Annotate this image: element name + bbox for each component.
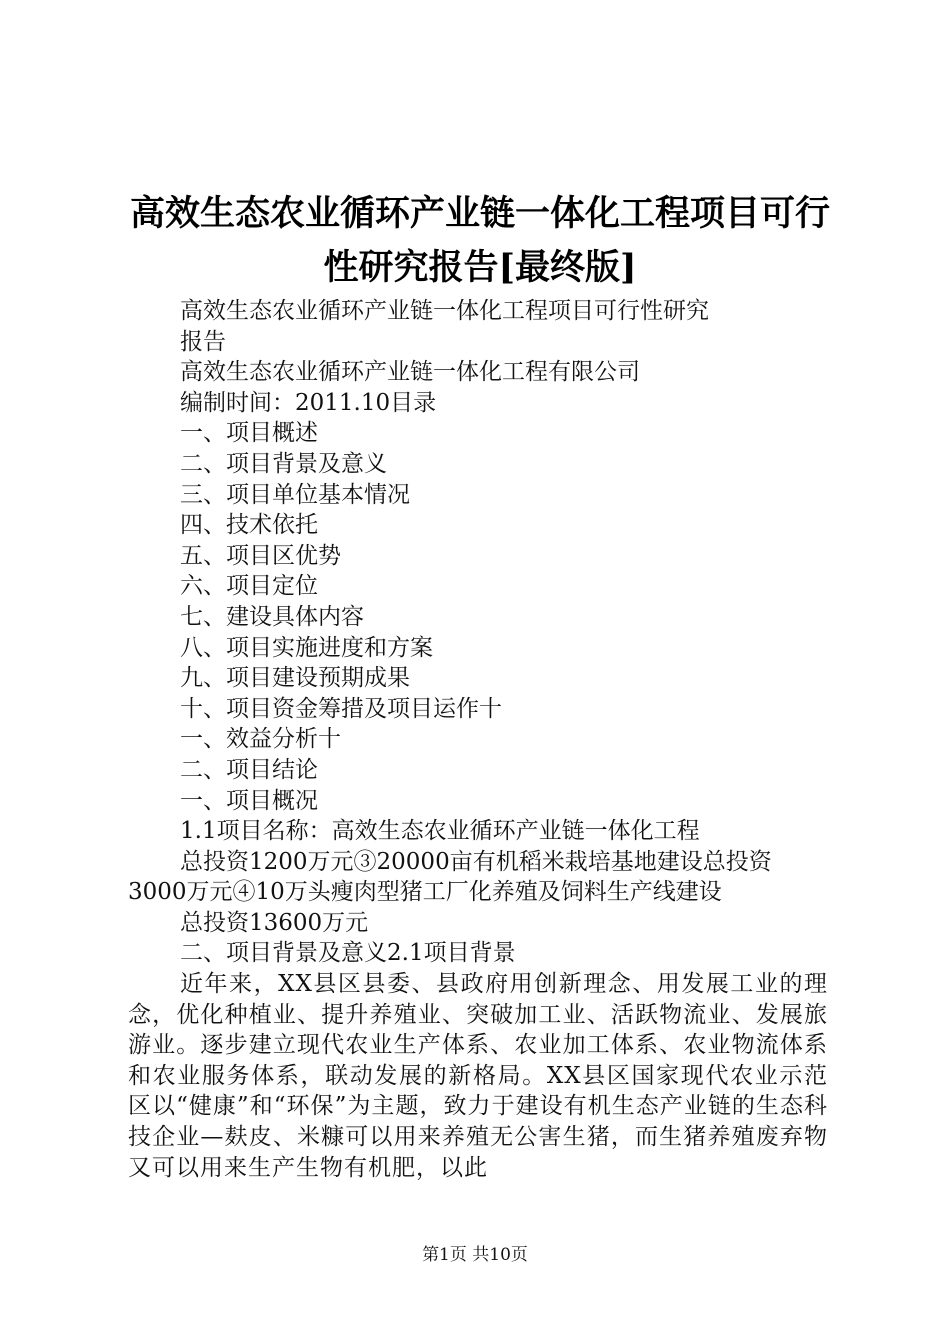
- page-footer: 第1页 共10页: [422, 1245, 528, 1265]
- toc-item: 二、项目结论: [180, 756, 318, 783]
- body-paragraph: 近年来，XX县区县委、县政府用创新理念、用发展工业的理念，优化种植业、提升养殖业、突破加工业、活跃物流业、发展旅游业。逐步建立现代农业生产体系、农业加工体系、农业物流体系和农业服务体系，联动发展的新格局。XX县区国家现代农业示范区以“健康”和“环保”为主题，致力于建设有机生态产业链的生态科技企业—麸皮、米糠可以用来养殖无公害生猪，而生猪养殖废弃物又可以用来生产生物有机肥，以此: [128, 971, 828, 1181]
- toc-item: 七、建设具体内容: [180, 603, 364, 630]
- body-line: 1.1项目名称：高效生态农业循环产业链一体化工程: [180, 818, 700, 845]
- toc-item: 一、效益分析十: [180, 726, 341, 753]
- body-line: 总投资1200万元③20000亩有机稻米栽培基地建设总投资: [180, 848, 772, 875]
- toc-item: 三、项目单位基本情况: [180, 481, 410, 508]
- toc-item: 五、项目区优势: [180, 542, 341, 569]
- toc-item: 四、技术依托: [180, 512, 318, 539]
- body-line: 3000万元④10万头瘦肉型猪工厂化养殖及饲料生产线建设: [128, 879, 722, 906]
- subtitle-line: 高效生态农业循环产业链一体化工程项目可行性研究: [180, 298, 709, 324]
- toc-item: 一、项目概述: [180, 420, 318, 447]
- company-name: 高效生态农业循环产业链一体化工程有限公司: [180, 359, 640, 386]
- toc-item: 十、项目资金筹措及项目运作十: [180, 695, 502, 722]
- document-body: [128, 296, 828, 1183]
- section-heading: 一、项目概况: [180, 787, 318, 814]
- compile-date: 编制时间：2011.10目录: [180, 389, 437, 416]
- section-heading: 二、项目背景及意义2.1项目背景: [180, 940, 516, 967]
- toc-item: 二、项目背景及意义: [180, 450, 387, 477]
- toc-item: 九、项目建设预期成果: [180, 665, 410, 692]
- toc-item: 六、项目定位: [180, 573, 318, 600]
- document-title-line-2: 性研究报告[最终版]: [323, 247, 637, 288]
- body-line: 总投资13600万元: [180, 909, 369, 936]
- subtitle-line: 报告: [180, 328, 226, 355]
- document-title-line-1: 高效生态农业循环产业链一体化工程项目可行: [129, 193, 830, 234]
- toc-item: 八、项目实施进度和方案: [180, 634, 433, 661]
